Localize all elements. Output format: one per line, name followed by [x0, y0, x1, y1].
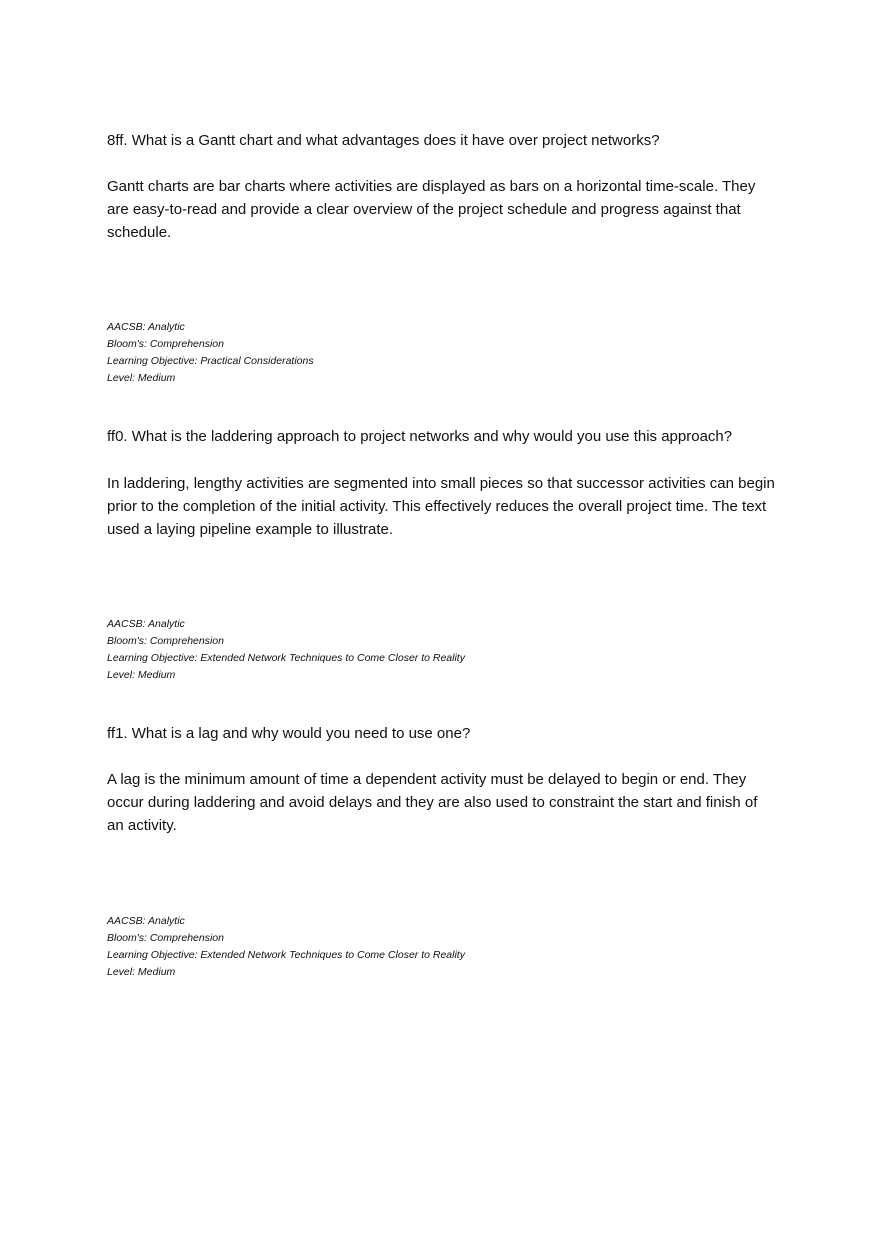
aacsb-tag: AACSB: Analytic — [107, 321, 185, 333]
level-tag: Level: Medium — [107, 372, 176, 384]
metadata-block — [107, 616, 777, 684]
question-text: ff0. What is the laddering approach to project networks and why would you use this approach? — [107, 428, 733, 445]
question-block — [107, 426, 777, 448]
answer-text: A lag is the minimum amount of time a dependent activity must be delayed to begin or end. They occur during laddering and avoid delays and they are also used to constraint the start and finish of an activity. — [107, 771, 758, 834]
answer-block — [107, 175, 777, 244]
answer-block — [107, 472, 777, 541]
question-block — [107, 130, 777, 152]
learning-objective-tag: Learning Objective: Practical Considerations — [107, 355, 314, 367]
answer-text: Gantt charts are bar charts where activities are displayed as bars on a horizontal time-scale. They are easy-to-read and provide a clear overview of the project schedule and progress against that schedule. — [107, 178, 756, 241]
learning-objective-tag: Learning Objective: Extended Network Techniques to Come Closer to Reality — [107, 949, 465, 961]
question-text: ff1. What is a lag and why would you need to use one? — [107, 725, 471, 742]
question-text: 8ff. What is a Gantt chart and what advantages does it have over project networks? — [107, 132, 660, 149]
blooms-tag: Bloom's: Comprehension — [107, 635, 224, 647]
level-tag: Level: Medium — [107, 966, 176, 978]
aacsb-tag: AACSB: Analytic — [107, 915, 185, 927]
blooms-tag: Bloom's: Comprehension — [107, 338, 224, 350]
metadata-block — [107, 913, 777, 981]
answer-block — [107, 768, 777, 837]
level-tag: Level: Medium — [107, 669, 176, 681]
metadata-block — [107, 319, 777, 387]
blooms-tag: Bloom's: Comprehension — [107, 932, 224, 944]
learning-objective-tag: Learning Objective: Extended Network Techniques to Come Closer to Reality — [107, 652, 465, 664]
answer-text: In laddering, lengthy activities are segmented into small pieces so that successor activities can begin prior to the completion of the initial activity. This effectively reduces the overall project time. The text used a laying pipeline example to illustrate. — [107, 475, 775, 538]
question-block — [107, 723, 777, 745]
aacsb-tag: AACSB: Analytic — [107, 618, 185, 630]
